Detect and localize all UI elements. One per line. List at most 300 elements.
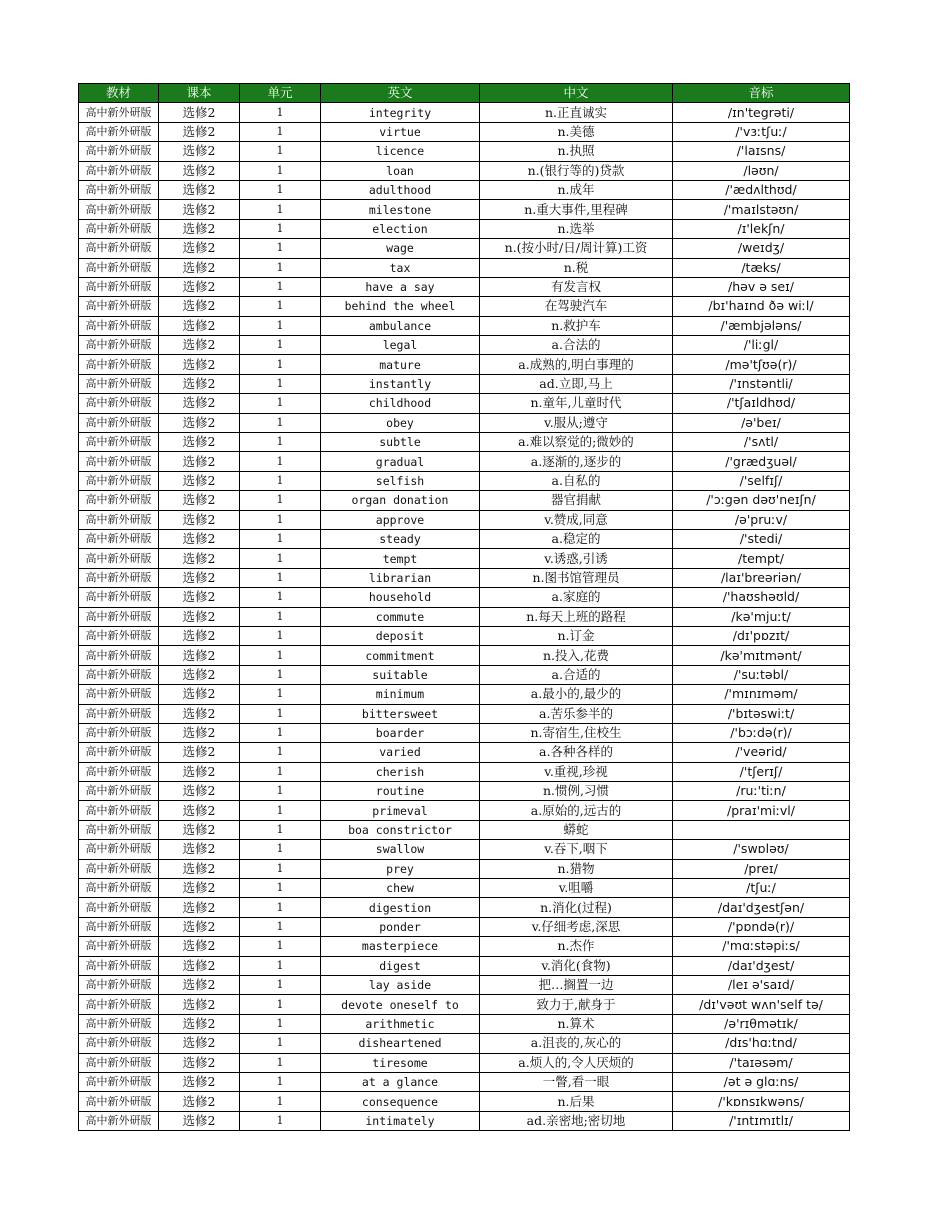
table-row [79,743,850,762]
cell-book: 选修2 [159,200,240,219]
cell-book: 选修2 [159,588,240,607]
cell-book: 选修2 [159,1053,240,1072]
cell-unit: 1 [240,1014,321,1033]
cell-unit: 1 [240,898,321,917]
cell-unit: 1 [240,568,321,587]
header-english: 英文 [321,84,480,103]
cell-chinese: n.美德 [480,122,673,141]
cell-unit: 1 [240,762,321,781]
cell-phonetic: /'vɜːtʃuː/ [673,122,850,141]
cell-book: 选修2 [159,879,240,898]
cell-unit: 1 [240,103,321,122]
header-unit: 单元 [240,84,321,103]
vocabulary-table [78,83,850,1131]
cell-chinese: 有发言权 [480,277,673,296]
table-row [79,1014,850,1033]
cell-unit: 1 [240,937,321,956]
cell-phonetic: /ə'rɪθmətɪk/ [673,1014,850,1033]
cell-chinese: v.赞成,同意 [480,510,673,529]
cell-chinese: a.逐渐的,逐步的 [480,452,673,471]
cell-phonetic: /praɪ'miːvl/ [673,801,850,820]
header-row [79,84,850,103]
cell-english: tempt [321,549,480,568]
cell-book: 选修2 [159,820,240,839]
cell-phonetic: /'ɔːgən dəʊ'neɪʃn/ [673,491,850,510]
table-row [79,239,850,258]
cell-chinese: 致力于,献身于 [480,995,673,1014]
cell-chinese: v.消化(食物) [480,956,673,975]
cell-unit: 1 [240,161,321,180]
table-row [79,801,850,820]
cell-chinese: 在驾驶汽车 [480,297,673,316]
cell-phonetic: /'ɪntɪmɪtlɪ/ [673,1111,850,1130]
cell-book: 选修2 [159,723,240,742]
table-row [79,568,850,587]
table-row [79,103,850,122]
table-row [79,607,850,626]
cell-textbook: 高中新外研版 [79,568,159,587]
cell-unit: 1 [240,316,321,335]
cell-english: varied [321,743,480,762]
cell-english: cherish [321,762,480,781]
table-row [79,142,850,161]
cell-book: 选修2 [159,355,240,374]
table-row [79,180,850,199]
table-row [79,374,850,393]
cell-textbook: 高中新外研版 [79,665,159,684]
cell-chinese: v.诱惑,引诱 [480,549,673,568]
cell-english: childhood [321,394,480,413]
cell-book: 选修2 [159,277,240,296]
table-row [79,336,850,355]
cell-chinese: a.合适的 [480,665,673,684]
table-row [79,704,850,723]
table-body [79,103,850,1131]
header-book: 课本 [159,84,240,103]
cell-english: have a say [321,277,480,296]
table-row [79,277,850,296]
cell-unit: 1 [240,219,321,238]
cell-unit: 1 [240,975,321,994]
cell-english: tax [321,258,480,277]
table-row [79,646,850,665]
cell-unit: 1 [240,840,321,859]
cell-unit: 1 [240,122,321,141]
table-row [79,529,850,548]
table-row [79,626,850,645]
cell-chinese: n.(银行等的)贷款 [480,161,673,180]
cell-unit: 1 [240,200,321,219]
cell-chinese: v.咀嚼 [480,879,673,898]
cell-chinese: 蟒蛇 [480,820,673,839]
cell-unit: 1 [240,1092,321,1111]
cell-chinese: n.重大事件,里程碑 [480,200,673,219]
cell-book: 选修2 [159,568,240,587]
header-phonetic: 音标 [673,84,850,103]
cell-english: organ donation [321,491,480,510]
cell-phonetic: /'selfɪʃ/ [673,471,850,490]
cell-chinese: n.猎物 [480,859,673,878]
cell-textbook: 高中新外研版 [79,1072,159,1091]
cell-book: 选修2 [159,665,240,684]
cell-chinese: 把…搁置一边 [480,975,673,994]
cell-book: 选修2 [159,995,240,1014]
cell-book: 选修2 [159,1111,240,1130]
table-row [79,588,850,607]
cell-chinese: a.各种各样的 [480,743,673,762]
cell-textbook: 高中新外研版 [79,588,159,607]
cell-textbook: 高中新外研版 [79,607,159,626]
cell-book: 选修2 [159,239,240,258]
cell-book: 选修2 [159,1072,240,1091]
cell-phonetic: /tʃuː/ [673,879,850,898]
cell-book: 选修2 [159,258,240,277]
cell-english: at a glance [321,1072,480,1091]
cell-chinese: n.(按小时/日/周计算)工资 [480,239,673,258]
cell-book: 选修2 [159,180,240,199]
table-row [79,394,850,413]
cell-english: minimum [321,685,480,704]
cell-phonetic: /'grædʒuəl/ [673,452,850,471]
cell-textbook: 高中新外研版 [79,200,159,219]
cell-english: selfish [321,471,480,490]
cell-textbook: 高中新外研版 [79,180,159,199]
cell-unit: 1 [240,471,321,490]
cell-phonetic: /ɪ'lekʃn/ [673,219,850,238]
cell-unit: 1 [240,510,321,529]
cell-unit: 1 [240,1072,321,1091]
cell-english: household [321,588,480,607]
cell-textbook: 高中新外研版 [79,1014,159,1033]
cell-chinese: a.成熟的,明白事理的 [480,355,673,374]
cell-chinese: 一瞥,看一眼 [480,1072,673,1091]
cell-phonetic: /'bɪtəswiːt/ [673,704,850,723]
cell-book: 选修2 [159,607,240,626]
cell-english: legal [321,336,480,355]
cell-unit: 1 [240,394,321,413]
table-row [79,258,850,277]
cell-phonetic: /'haʊshəʊld/ [673,588,850,607]
cell-english: chew [321,879,480,898]
cell-english: librarian [321,568,480,587]
cell-chinese: n.成年 [480,180,673,199]
cell-phonetic: /ə'beɪ/ [673,413,850,432]
cell-english: behind the wheel [321,297,480,316]
cell-chinese: a.烦人的,令人厌烦的 [480,1053,673,1072]
cell-chinese: n.童年,儿童时代 [480,394,673,413]
cell-chinese: n.消化(过程) [480,898,673,917]
cell-phonetic: /'liːgl/ [673,336,850,355]
cell-english: primeval [321,801,480,820]
cell-phonetic: /'sʌtl/ [673,433,850,452]
cell-textbook: 高中新外研版 [79,704,159,723]
table-row [79,898,850,917]
cell-textbook: 高中新外研版 [79,394,159,413]
cell-textbook: 高中新外研版 [79,762,159,781]
table-row [79,665,850,684]
cell-book: 选修2 [159,937,240,956]
cell-unit: 1 [240,665,321,684]
cell-textbook: 高中新外研版 [79,297,159,316]
cell-unit: 1 [240,685,321,704]
cell-textbook: 高中新外研版 [79,103,159,122]
cell-textbook: 高中新外研版 [79,549,159,568]
table-row [79,956,850,975]
cell-textbook: 高中新外研版 [79,491,159,510]
table-row [79,122,850,141]
cell-unit: 1 [240,549,321,568]
cell-english: lay aside [321,975,480,994]
cell-unit: 1 [240,413,321,432]
cell-english: subtle [321,433,480,452]
cell-unit: 1 [240,626,321,645]
cell-unit: 1 [240,491,321,510]
cell-textbook: 高中新外研版 [79,529,159,548]
cell-book: 选修2 [159,452,240,471]
table-row [79,782,850,801]
cell-book: 选修2 [159,646,240,665]
cell-english: steady [321,529,480,548]
cell-unit: 1 [240,588,321,607]
cell-chinese: n.投入,花费 [480,646,673,665]
cell-phonetic: /'pɒndə(r)/ [673,917,850,936]
cell-textbook: 高中新外研版 [79,316,159,335]
cell-chinese: n.后果 [480,1092,673,1111]
cell-phonetic: /'tʃerɪʃ/ [673,762,850,781]
cell-book: 选修2 [159,743,240,762]
cell-chinese: v.吞下,咽下 [480,840,673,859]
cell-unit: 1 [240,355,321,374]
cell-chinese: v.服从;遵守 [480,413,673,432]
cell-chinese: n.选举 [480,219,673,238]
cell-unit: 1 [240,258,321,277]
cell-english: routine [321,782,480,801]
cell-phonetic: /ləʊn/ [673,161,850,180]
table-row [79,975,850,994]
cell-unit: 1 [240,646,321,665]
cell-chinese: n.杰作 [480,937,673,956]
cell-english: devote oneself to [321,995,480,1014]
cell-textbook: 高中新外研版 [79,956,159,975]
cell-phonetic: /dɪ'vəʊt wʌn'self tə/ [673,995,850,1014]
table-row [79,1111,850,1130]
cell-english: loan [321,161,480,180]
cell-unit: 1 [240,1034,321,1053]
cell-phonetic: /'tʃaɪldhʊd/ [673,394,850,413]
cell-book: 选修2 [159,103,240,122]
table-row [79,1034,850,1053]
cell-english: adulthood [321,180,480,199]
cell-book: 选修2 [159,762,240,781]
table-row [79,937,850,956]
cell-textbook: 高中新外研版 [79,917,159,936]
table-row [79,355,850,374]
cell-unit: 1 [240,607,321,626]
table-row [79,820,850,839]
cell-english: disheartened [321,1034,480,1053]
cell-chinese: n.订金 [480,626,673,645]
cell-book: 选修2 [159,685,240,704]
cell-english: commute [321,607,480,626]
table-row [79,840,850,859]
table-row [79,413,850,432]
cell-book: 选修2 [159,394,240,413]
cell-chinese: n.惯例,习惯 [480,782,673,801]
cell-phonetic: /'ɪnstəntli/ [673,374,850,393]
cell-unit: 1 [240,743,321,762]
cell-unit: 1 [240,879,321,898]
cell-textbook: 高中新外研版 [79,743,159,762]
cell-book: 选修2 [159,859,240,878]
cell-textbook: 高中新外研版 [79,239,159,258]
cell-unit: 1 [240,1053,321,1072]
table-row [79,995,850,1014]
cell-chinese: n.每天上班的路程 [480,607,673,626]
cell-unit: 1 [240,704,321,723]
cell-phonetic: /leɪ ə'saɪd/ [673,975,850,994]
table-row [79,1053,850,1072]
cell-book: 选修2 [159,219,240,238]
cell-textbook: 高中新外研版 [79,355,159,374]
cell-english: commitment [321,646,480,665]
cell-english: wage [321,239,480,258]
cell-phonetic: /'suːtəbl/ [673,665,850,684]
cell-textbook: 高中新外研版 [79,219,159,238]
cell-phonetic: /tempt/ [673,549,850,568]
cell-phonetic: /preɪ/ [673,859,850,878]
cell-phonetic: /weɪdʒ/ [673,239,850,258]
cell-chinese: a.沮丧的,灰心的 [480,1034,673,1053]
cell-unit: 1 [240,859,321,878]
cell-english: swallow [321,840,480,859]
table-row [79,316,850,335]
cell-phonetic: /'laɪsns/ [673,142,850,161]
cell-english: suitable [321,665,480,684]
cell-english: virtue [321,122,480,141]
cell-english: boarder [321,723,480,742]
cell-phonetic: /'mɑːstəpiːs/ [673,937,850,956]
cell-chinese: ad.立即,马上 [480,374,673,393]
cell-phonetic: /tæks/ [673,258,850,277]
cell-phonetic: /kə'mjuːt/ [673,607,850,626]
cell-textbook: 高中新外研版 [79,471,159,490]
cell-unit: 1 [240,297,321,316]
table-row [79,723,850,742]
cell-book: 选修2 [159,1092,240,1111]
cell-phonetic: /kə'mɪtmənt/ [673,646,850,665]
table-row [79,762,850,781]
cell-textbook: 高中新外研版 [79,452,159,471]
table-row [79,510,850,529]
cell-textbook: 高中新外研版 [79,820,159,839]
cell-chinese: 器官捐献 [480,491,673,510]
cell-unit: 1 [240,917,321,936]
cell-book: 选修2 [159,161,240,180]
cell-book: 选修2 [159,433,240,452]
table-row [79,917,850,936]
header-chinese: 中文 [480,84,673,103]
cell-phonetic: /laɪ'breəriən/ [673,568,850,587]
cell-phonetic: /'ædʌlthʊd/ [673,180,850,199]
cell-phonetic: /'maɪlstəʊn/ [673,200,850,219]
cell-phonetic [673,820,850,839]
table-row [79,297,850,316]
cell-book: 选修2 [159,782,240,801]
cell-english: licence [321,142,480,161]
cell-chinese: n.寄宿生,住校生 [480,723,673,742]
cell-book: 选修2 [159,1034,240,1053]
cell-textbook: 高中新外研版 [79,413,159,432]
table-row [79,859,850,878]
cell-chinese: n.正直诚实 [480,103,673,122]
cell-textbook: 高中新外研版 [79,374,159,393]
cell-phonetic: /'veərid/ [673,743,850,762]
cell-phonetic: /bɪ'haɪnd ðə wiːl/ [673,297,850,316]
cell-textbook: 高中新外研版 [79,142,159,161]
cell-english: ambulance [321,316,480,335]
cell-chinese: ad.亲密地;密切地 [480,1111,673,1130]
cell-book: 选修2 [159,975,240,994]
cell-chinese: n.税 [480,258,673,277]
cell-english: ponder [321,917,480,936]
cell-phonetic: /ə'pruːv/ [673,510,850,529]
cell-english: obey [321,413,480,432]
cell-phonetic: /'æmbjələns/ [673,316,850,335]
table-row [79,549,850,568]
cell-book: 选修2 [159,549,240,568]
cell-book: 选修2 [159,297,240,316]
table-row [79,879,850,898]
cell-phonetic: /həv ə seɪ/ [673,277,850,296]
cell-book: 选修2 [159,142,240,161]
cell-textbook: 高中新外研版 [79,840,159,859]
cell-english: digest [321,956,480,975]
cell-textbook: 高中新外研版 [79,995,159,1014]
cell-chinese: a.原始的,远古的 [480,801,673,820]
cell-english: bittersweet [321,704,480,723]
cell-english: approve [321,510,480,529]
cell-unit: 1 [240,956,321,975]
cell-english: milestone [321,200,480,219]
cell-book: 选修2 [159,898,240,917]
cell-textbook: 高中新外研版 [79,1053,159,1072]
cell-english: consequence [321,1092,480,1111]
cell-book: 选修2 [159,510,240,529]
table-row [79,200,850,219]
cell-english: intimately [321,1111,480,1130]
table-row [79,1072,850,1091]
cell-textbook: 高中新外研版 [79,1092,159,1111]
cell-textbook: 高中新外研版 [79,723,159,742]
cell-english: tiresome [321,1053,480,1072]
cell-unit: 1 [240,433,321,452]
cell-phonetic: /'swɒləʊ/ [673,840,850,859]
cell-phonetic: /daɪ'dʒest/ [673,956,850,975]
cell-book: 选修2 [159,471,240,490]
cell-book: 选修2 [159,491,240,510]
cell-textbook: 高中新外研版 [79,879,159,898]
cell-unit: 1 [240,723,321,742]
table-row [79,161,850,180]
cell-phonetic: /dɪs'hɑːtnd/ [673,1034,850,1053]
header-textbook: 教材 [79,84,159,103]
cell-chinese: a.难以察觉的;微妙的 [480,433,673,452]
cell-textbook: 高中新外研版 [79,975,159,994]
cell-book: 选修2 [159,801,240,820]
cell-textbook: 高中新外研版 [79,258,159,277]
cell-book: 选修2 [159,374,240,393]
cell-unit: 1 [240,529,321,548]
